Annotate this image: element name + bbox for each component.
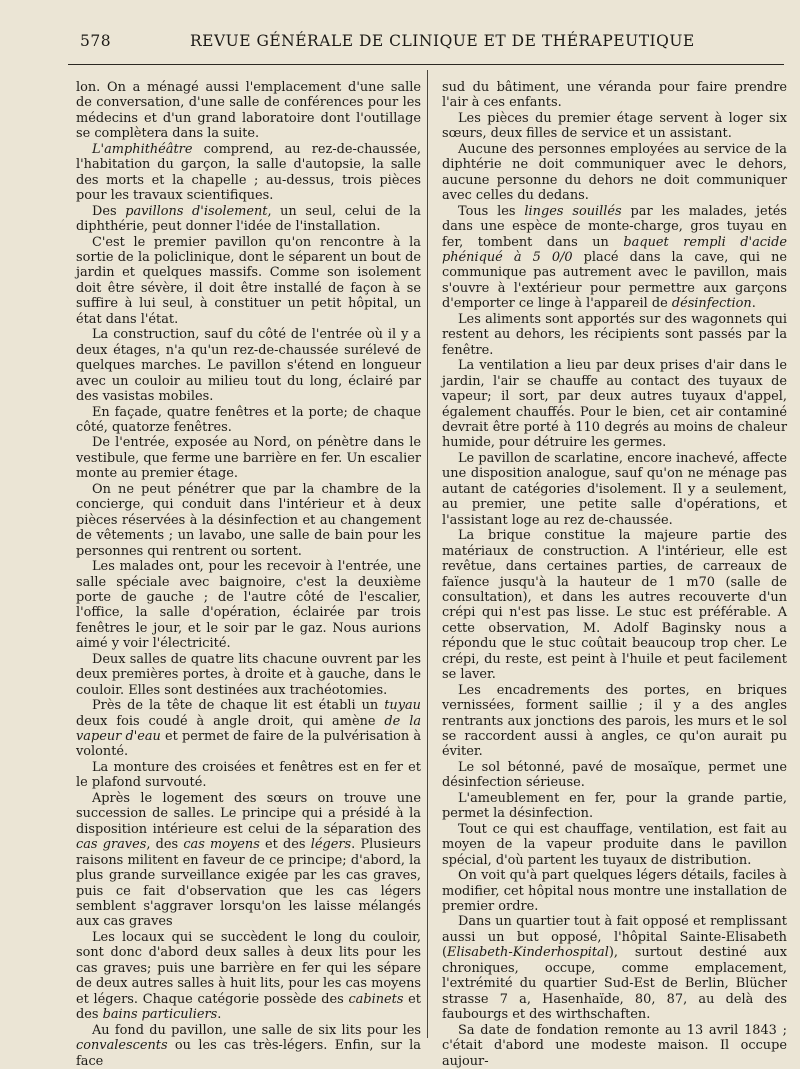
paragraph <box>442 868 787 914</box>
paragraph <box>76 698 421 760</box>
paragraph <box>442 451 787 528</box>
paragraph <box>442 914 787 1022</box>
text-run: . <box>751 296 756 312</box>
text-run: En façade, quatre fenêtres et la porte; de chaque côté, quatorze fenêtres. <box>76 404 421 435</box>
text-run: . <box>217 1007 222 1023</box>
text-run: Les locaux qui se succèdent le long du couloir, sont donc d'abord deux salles à deux lits pour les cas graves; puis une barrière en fer qui les sépare de deux autres salles à huit lits, pour les cas moyens et légers. Chaque catégorie possède des <box>76 929 421 1007</box>
text-run: De l'entrée, exposée au Nord, on pénètre dans le vestibule, que ferme une barrière en fer. Un escalier monte au premier étage. <box>76 435 421 482</box>
text-run: On voit qu'à part quelques légers détails, faciles à modifier, cet hôpital nous montre une installation de premier ordre. <box>442 868 787 915</box>
text-run: bains particuliers <box>102 1007 218 1023</box>
paragraph <box>76 652 421 698</box>
paragraph <box>442 142 787 204</box>
paragraph <box>442 204 787 312</box>
paragraph <box>76 435 421 481</box>
text-run: cas moyens <box>183 837 260 853</box>
paragraph <box>76 235 421 328</box>
paragraph <box>442 111 787 142</box>
paragraph <box>76 204 421 235</box>
text-run: La ventilation a lieu par deux prises d'air dans le jardin, l'air se chauffe au contact des tuyaux de vapeur; il sort, par deux autres tuyaux d'appel, également chauffés. Pour le bien, cet air contaminé devrait être porté à 110 degrés au moins de chaleur humide, pour détruire les germes. <box>442 358 787 451</box>
text-run: On ne peut pénétrer que par la chambre de la concierge, qui conduit dans l'intérieur et à deux pièces réservées à la désinfection et au changement de vêtements ; un lavabo, une salle de bain pour les personnes qui rentrent ou sortent. <box>76 481 421 559</box>
paragraph <box>76 1023 421 1069</box>
text-run: deux fois coudé à angle droit, qui amène <box>76 713 385 729</box>
text-run: cas graves <box>76 837 147 853</box>
text-run: Sa date de fondation remonte au 13 avril 1843 ; c'était d'abord une modeste maison. Il occupe aujour- <box>442 1022 787 1069</box>
text-run: La brique constitue la majeure partie des matériaux de construction. A l'intérieur, elle est revêtue, dans certaines parties, de carreaux de faïence jusqu'à la hauteur de 1 m70 (salle de consultation), et dans les autres recouverte d'un crépi qui n'est pas lisse. Le stuc est préférable. A cette observation, M. Adolf Baginsky nous a répondu que le stuc coûtait beaucoup trop cher. Le crépi, du reste, est peint à l'huile et peut facilement se laver. <box>442 528 787 683</box>
text-run: Tout ce qui est chauffage, ventilation, est fait au moyen de la vapeur produite dans le pavillon spécial, d'où partent les tuyaux de distribution. <box>442 821 787 868</box>
header-rule <box>68 64 784 65</box>
paragraph <box>442 1023 787 1069</box>
text-run: , des <box>146 837 184 853</box>
paragraph <box>442 791 787 822</box>
text-run: légers <box>310 837 352 853</box>
text-run: convalescents <box>76 1038 168 1054</box>
paragraph <box>76 405 421 436</box>
paragraph <box>76 482 421 559</box>
paragraph <box>76 760 421 791</box>
text-run: lon. On a ménagé aussi l'emplacement d'une salle de conversation, d'une salle de conférences pour les médecins et d'un grand laboratoire dont l'outillage se complètera dans la suite. <box>76 80 421 142</box>
text-run: Les malades ont, pour les recevoir à l'entrée, une salle spéciale avec baignoire, c'est la deuxième porte de gauche ; de l'autre côté de l'escalier, l'office, la salle d'opération, éclairée par trois fenêtres le jour, et le soir par le gaz. Nous aurions aimé y voir l'électricité. <box>76 559 421 652</box>
paragraph <box>442 80 787 111</box>
text-run: Elisabeth-Kinderhospital <box>447 945 609 961</box>
paragraph <box>76 80 421 142</box>
left-column <box>76 80 421 1069</box>
text-run: Aucune des personnes employées au service de la diphtérie ne doit communiquer avec le dehors, aucune personne du dehors ne doit communiquer avec celles du dedans. <box>442 141 787 204</box>
text-run: et permet de faire de la pulvérisation à volonté. <box>76 729 422 760</box>
text-run: désinfection <box>671 296 752 312</box>
text-run: ou les cas très-légers. Enfin, sur la face <box>76 1038 421 1069</box>
column-divider <box>427 70 428 1038</box>
text-run: Les encadrements des portes, en briques vernissées, forment saillie ; il y a des angles rentrants aux jonctions des parois, les murs et le sol se raccordent aussi à angles, ce qu'on aurait pu éviter. <box>442 682 787 760</box>
paragraph <box>76 930 421 1023</box>
text-run: cabinets <box>348 991 404 1007</box>
text-run: Dans un quartier tout à fait opposé et remplissant aussi un but opposé, l'hôpital Sainte-Elisabeth ( <box>442 914 787 961</box>
paragraph <box>442 683 787 760</box>
text-run: . Plusieurs raisons militent en faveur de ce principe; d'abord, la plus grande surveillance exigée par les cas graves, puis ce fait d'observation que les cas légers semblent s'aggraver lorsqu'on les laisse mélangés aux cas graves <box>76 837 421 930</box>
text-run: Le pavillon de scarlatine, encore inachevé, affecte une disposition analogue, sauf qu'on ne ménage pas autant de catégories d'isolement. Il y a seulement, au premier, une petite salle d'opérations, et l'assistant loge au rez de-chaussée. <box>442 450 787 528</box>
paragraph <box>76 559 421 652</box>
paragraph <box>76 791 421 930</box>
text-run: placé dans la cave, qui ne communique pas autrement avec le pavillon, mais s'ouvre à l'extérieur pour permettre aux garçons d'emporter ce linge à l'appareil de <box>442 249 787 312</box>
text-run: La construction, sauf du côté de l'entrée où il y a deux étages, n'a qu'un rez-de-chaussée surélevé de quelques marches. Le pavillon s'étend en longueur avec un couloir au milieu tout du long, éclairé par des vasistas mobiles. <box>76 327 421 405</box>
text-run: de la vapeur d'eau <box>76 713 422 745</box>
text-run: sud du bâtiment, une véranda pour faire prendre l'air à ces enfants. <box>442 80 787 111</box>
text-run: Des <box>92 203 126 219</box>
text-run: C'est le premier pavillon qu'on rencontre à la sortie de la policlinique, dont le séparent un bout de jardin et quelques massifs. Comme son isolement doit être sévère, il doit être installé de façon à se suffire à lui seul, à constituer un petit hôpital, un état dans l'état. <box>76 234 421 327</box>
paragraph <box>442 528 787 683</box>
text-run: et des <box>76 991 421 1023</box>
text-run: linges souillés <box>524 203 622 219</box>
text-run: Au fond du pavillon, une salle de six lits pour les <box>92 1022 421 1038</box>
text-run: pavillons d'isolement <box>125 203 268 219</box>
text-run: Deux salles de quatre lits chacune ouvrent par les deux premières portes, à droite et à gauche, dans le couloir. Elles sont destinées aux trachéotomies. <box>76 651 421 698</box>
paragraph <box>442 358 787 451</box>
text-run: Le sol bétonné, pavé de mosaïque, permet une désinfection sérieuse. <box>442 759 787 791</box>
paragraph <box>442 760 787 791</box>
text-run: , un seul, celui de la diphthérie, peut donner l'idée de l'installation. <box>76 203 421 235</box>
running-head: REVUE GÉNÉRALE DE CLINIQUE ET DE THÉRAPEUTIQUE <box>190 32 695 50</box>
text-run: ), surtout destiné aux chroniques, occupe, comme emplacement, l'extrémité du quartier Sud-Est de Berlin, Blücher strasse 7 a, Hasenhaïde, 80, 87, au delà des faubourgs et des wirthschaften. <box>442 945 787 1023</box>
right-column <box>442 80 787 1069</box>
text-run: et des <box>259 837 311 853</box>
paragraph <box>76 327 421 404</box>
text-run: par les malades, jetés dans une espèce de monte-charge, gros tuyau en fer, tombent dans un <box>442 203 787 250</box>
paragraph <box>76 142 421 204</box>
text-run: Après le logement des sœurs on trouve une succession de salles. Le principe qui a présidé à la disposition intérieure est celui de la séparation des <box>76 790 421 837</box>
page-header <box>70 28 780 58</box>
paragraph <box>442 312 787 358</box>
text-run: Les aliments sont apportés sur des wagonnets qui restent au dehors, les récipients sont passés par la fenêtre. <box>442 311 787 358</box>
text-run: Près de la tête de chaque lit est établi un <box>92 698 385 714</box>
text-run: L'amphithéâtre <box>92 141 193 157</box>
page-number: 578 <box>80 32 112 50</box>
text-run: L'ameublement en fer, pour la grande partie, permet la désinfection. <box>442 790 787 822</box>
text-run: comprend, au rez-de-chaussée, l'habitation du garçon, la salle d'autopsie, la salle des morts et la chapelle ; au-dessus, trois pièces pour les travaux scientifiques. <box>76 141 421 204</box>
text-run: baquet rempli d'acide phéniqué à 5 0/0 <box>442 234 787 265</box>
text-run: Les pièces du premier étage servent à loger six sœurs, deux filles de service et un assistant. <box>442 110 787 142</box>
text-run: La monture des croisées et fenêtres est en fer et le plafond survouté. <box>76 759 421 791</box>
text-run: Tous les <box>458 203 525 219</box>
text-run: tuyau <box>384 698 421 714</box>
paragraph <box>442 822 787 868</box>
